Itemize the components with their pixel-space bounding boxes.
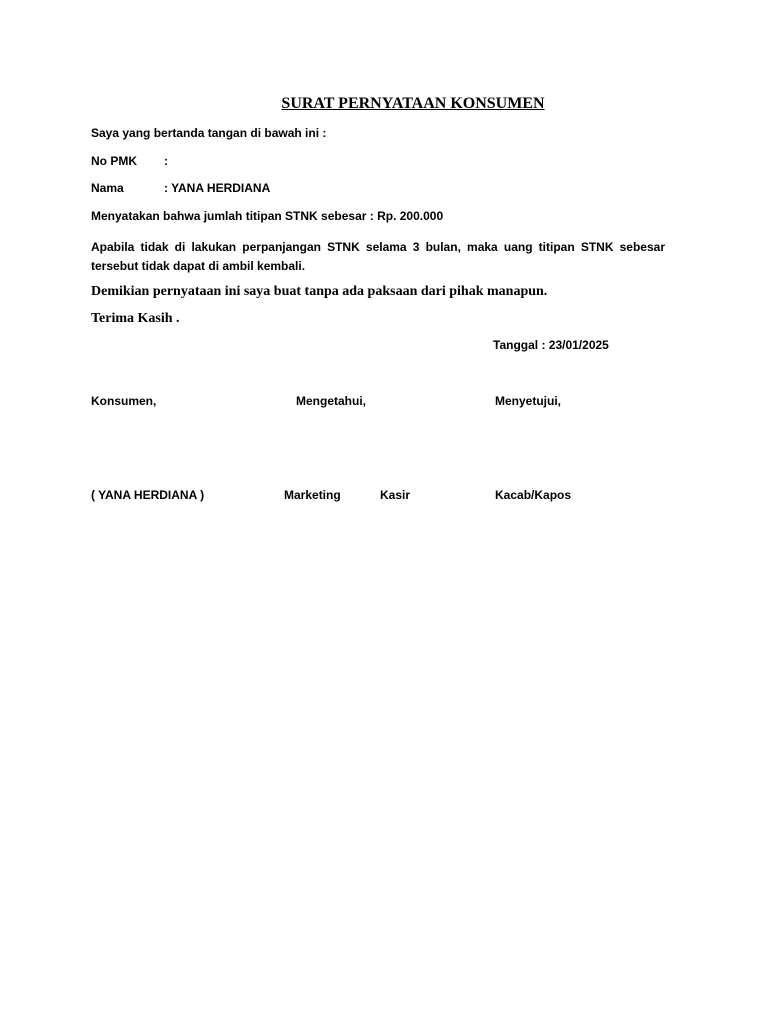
- deposit-statement: Menyatakan bahwa jumlah titipan STNK sebesar : Rp. 200.000: [91, 209, 444, 223]
- condition-paragraph: Apabila tidak di lakukan perpanjangan STNK selama 3 bulan, maka uang titipan STNK sebesar tersebut tidak dapat di ambil kembali.: [91, 240, 665, 273]
- consumer-heading: Konsumen,: [91, 394, 157, 408]
- cashier-signature: Kasir: [380, 488, 411, 502]
- name-label: Nama: [91, 181, 124, 195]
- consumer-signature-name: ( YANA HERDIANA ): [91, 488, 205, 502]
- pmk-label: No PMK: [91, 154, 137, 168]
- closing-statement: Demikian pernyataan ini saya buat tanpa ada paksaan dari pihak manapun.: [91, 284, 548, 299]
- intro-text: Saya yang bertanda tangan di bawah ini :: [91, 126, 327, 140]
- branch-head-signature: Kacab/Kapos: [495, 488, 572, 502]
- approved-heading: Menyetujui,: [495, 394, 562, 408]
- thanks-text: Terima Kasih .: [91, 311, 180, 326]
- pmk-value: :: [164, 154, 168, 168]
- acknowledged-heading: Mengetahui,: [296, 394, 367, 408]
- marketing-signature: Marketing: [284, 488, 341, 502]
- name-value: : YANA HERDIANA: [164, 181, 271, 195]
- document-title: SURAT PERNYATAAN KONSUMEN: [281, 95, 545, 112]
- date-line: Tanggal : 23/01/2025: [493, 338, 609, 352]
